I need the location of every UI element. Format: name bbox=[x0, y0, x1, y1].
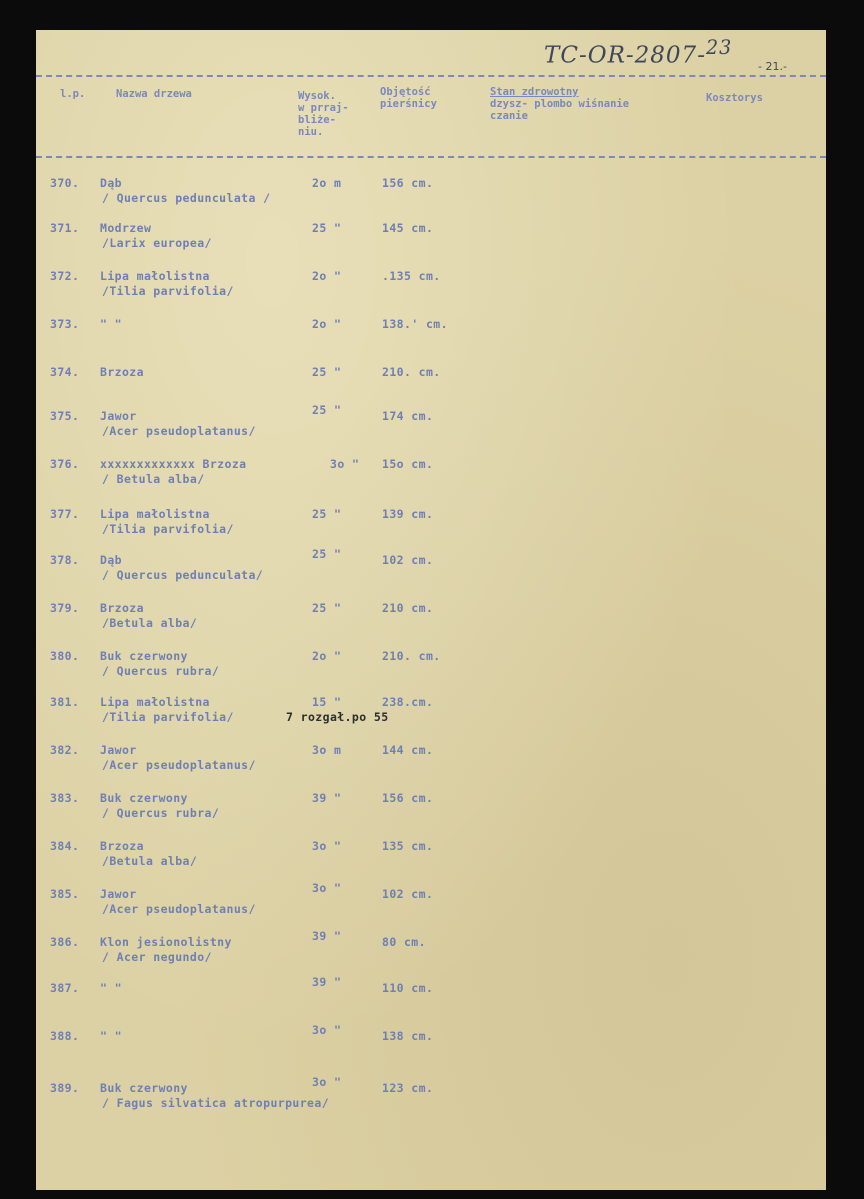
tree-name: Modrzew bbox=[100, 221, 152, 235]
row-number: 373. bbox=[50, 317, 80, 331]
tree-height: 3o m bbox=[312, 743, 342, 757]
header-state-line: dzysz- plombo wiśnanie bbox=[490, 98, 630, 110]
tree-name: Brzoza bbox=[100, 839, 144, 853]
row-number: 372. bbox=[50, 269, 80, 283]
tree-name: Lipa małolistna bbox=[100, 695, 210, 709]
latin-name: /Acer pseudoplatanus/ bbox=[102, 902, 256, 916]
trunk-volume: 238.cm. bbox=[382, 695, 434, 709]
latin-name: / Acer negundo/ bbox=[102, 950, 212, 964]
latin-name: /Tilia parvifolia/ bbox=[102, 284, 234, 298]
row-number: 379. bbox=[50, 601, 80, 615]
latin-name: /Larix europea/ bbox=[102, 236, 212, 250]
trunk-volume: 145 cm. bbox=[382, 221, 434, 235]
tree-height: 39 " bbox=[312, 975, 342, 989]
latin-name: /Betula alba/ bbox=[102, 616, 198, 630]
tree-height: 2o " bbox=[312, 649, 342, 663]
latin-name: / Quercus pedunculata / bbox=[102, 191, 271, 205]
header-lp: l.p. bbox=[60, 88, 86, 100]
row-number: 388. bbox=[50, 1029, 80, 1043]
row-number: 386. bbox=[50, 935, 80, 949]
reference-code bbox=[544, 36, 732, 69]
tree-name: Brzoza bbox=[100, 601, 144, 615]
page-number: - 21.- bbox=[758, 60, 787, 73]
header-volume-line: Objętość bbox=[380, 86, 431, 98]
row-number: 375. bbox=[50, 409, 80, 423]
latin-name: / Betula alba/ bbox=[102, 472, 205, 486]
tree-name: Jawor bbox=[100, 743, 137, 757]
trunk-volume: 110 cm. bbox=[382, 981, 434, 995]
header-height-line: niu. bbox=[298, 126, 324, 138]
tree-height: 25 " bbox=[312, 601, 342, 615]
tree-height: 25 " bbox=[312, 507, 342, 521]
row-number: 387. bbox=[50, 981, 80, 995]
trunk-volume: 102 cm. bbox=[382, 887, 434, 901]
reference-code-text: TC-OR-2807- bbox=[544, 42, 706, 69]
trunk-volume: .135 cm. bbox=[382, 269, 441, 283]
header-height bbox=[298, 90, 349, 138]
latin-name: / Quercus rubra/ bbox=[102, 806, 220, 820]
row-number: 383. bbox=[50, 791, 80, 805]
tree-height: 3o " bbox=[330, 457, 360, 471]
tree-name: Dąb bbox=[100, 176, 122, 190]
tree-height: 15 " bbox=[312, 695, 342, 709]
header-state-line: Stan zdrowotny bbox=[490, 86, 579, 98]
reference-number: 23 bbox=[705, 36, 733, 59]
header-cost: Kosztorys bbox=[706, 92, 763, 104]
row-number: 389. bbox=[50, 1081, 80, 1095]
latin-name: /Tilia parvifolia/ bbox=[102, 522, 234, 536]
header-state bbox=[490, 86, 629, 122]
tree-name: " " bbox=[100, 981, 122, 995]
row-number: 371. bbox=[50, 221, 80, 235]
header-height-line: w prraj- bbox=[298, 102, 349, 114]
tree-name: Jawor bbox=[100, 409, 137, 423]
row-number: 374. bbox=[50, 365, 80, 379]
tree-name: Jawor bbox=[100, 887, 137, 901]
row-number: 381. bbox=[50, 695, 80, 709]
tree-height: 2o " bbox=[312, 269, 342, 283]
trunk-volume: 156 cm. bbox=[382, 176, 434, 190]
row-number: 380. bbox=[50, 649, 80, 663]
latin-name: /Acer pseudoplatanus/ bbox=[102, 758, 256, 772]
tree-name: Buk czerwony bbox=[100, 1081, 188, 1095]
header-name: Nazwa drzewa bbox=[116, 88, 192, 100]
header-volume bbox=[380, 86, 437, 110]
tree-name: Dąb bbox=[100, 553, 122, 567]
trunk-volume: 138.' cm. bbox=[382, 317, 448, 331]
tree-name: Klon jesionolistny bbox=[100, 935, 232, 949]
trunk-volume: 210 cm. bbox=[382, 601, 434, 615]
tree-name: Buk czerwony bbox=[100, 791, 188, 805]
latin-name: /Betula alba/ bbox=[102, 854, 198, 868]
header-state-line: czanie bbox=[490, 110, 528, 122]
trunk-volume: 210. cm. bbox=[382, 649, 441, 663]
trunk-volume: 139 cm. bbox=[382, 507, 434, 521]
tree-name: xxxxxxxxxxxxx Brzoza bbox=[100, 457, 247, 471]
latin-name: /Tilia parvifolia/ bbox=[102, 710, 234, 724]
header-bottom-rule bbox=[36, 156, 826, 158]
document-page bbox=[36, 30, 826, 1190]
tree-height: 39 " bbox=[312, 929, 342, 943]
trunk-volume: 123 cm. bbox=[382, 1081, 434, 1095]
header-height-line: bliże- bbox=[298, 114, 336, 126]
latin-name: / Quercus rubra/ bbox=[102, 664, 220, 678]
tree-height: 25 " bbox=[312, 547, 342, 561]
trunk-volume: 135 cm. bbox=[382, 839, 434, 853]
tree-height: 3o " bbox=[312, 1023, 342, 1037]
latin-name: / Quercus pedunculata/ bbox=[102, 568, 264, 582]
tree-height: 25 " bbox=[312, 403, 342, 417]
tree-name: Buk czerwony bbox=[100, 649, 188, 663]
trunk-volume: 102 cm. bbox=[382, 553, 434, 567]
latin-name: / Fagus silvatica atropurpurea/ bbox=[102, 1096, 330, 1110]
header-height-line: Wysok. bbox=[298, 90, 336, 102]
row-number: 382. bbox=[50, 743, 80, 757]
tree-height: 39 " bbox=[312, 791, 342, 805]
tree-height: 25 " bbox=[312, 365, 342, 379]
trunk-volume: 156 cm. bbox=[382, 791, 434, 805]
row-number: 377. bbox=[50, 507, 80, 521]
header-top-rule bbox=[36, 75, 826, 77]
trunk-volume: 15o cm. bbox=[382, 457, 434, 471]
trunk-volume: 210. cm. bbox=[382, 365, 441, 379]
trunk-volume: 174 cm. bbox=[382, 409, 434, 423]
row-number: 378. bbox=[50, 553, 80, 567]
tree-name: " " bbox=[100, 1029, 122, 1043]
tree-name: Brzoza bbox=[100, 365, 144, 379]
row-note: 7 rozgał.po 55 bbox=[286, 710, 389, 724]
trunk-volume: 138 cm. bbox=[382, 1029, 434, 1043]
row-number: 376. bbox=[50, 457, 80, 471]
tree-name: " " bbox=[100, 317, 122, 331]
row-number: 370. bbox=[50, 176, 80, 190]
tree-height: 3o " bbox=[312, 839, 342, 853]
tree-height: 3o " bbox=[312, 881, 342, 895]
tree-height: 2o " bbox=[312, 317, 342, 331]
trunk-volume: 144 cm. bbox=[382, 743, 434, 757]
tree-height: 2o m bbox=[312, 176, 342, 190]
trunk-volume: 80 cm. bbox=[382, 935, 426, 949]
tree-height: 3o " bbox=[312, 1075, 342, 1089]
tree-name: Lipa małolistna bbox=[100, 507, 210, 521]
row-number: 384. bbox=[50, 839, 80, 853]
latin-name: /Acer pseudoplatanus/ bbox=[102, 424, 256, 438]
header-volume-line: pierśnicy bbox=[380, 98, 437, 110]
tree-height: 25 " bbox=[312, 221, 342, 235]
tree-name: Lipa małolistna bbox=[100, 269, 210, 283]
row-number: 385. bbox=[50, 887, 80, 901]
